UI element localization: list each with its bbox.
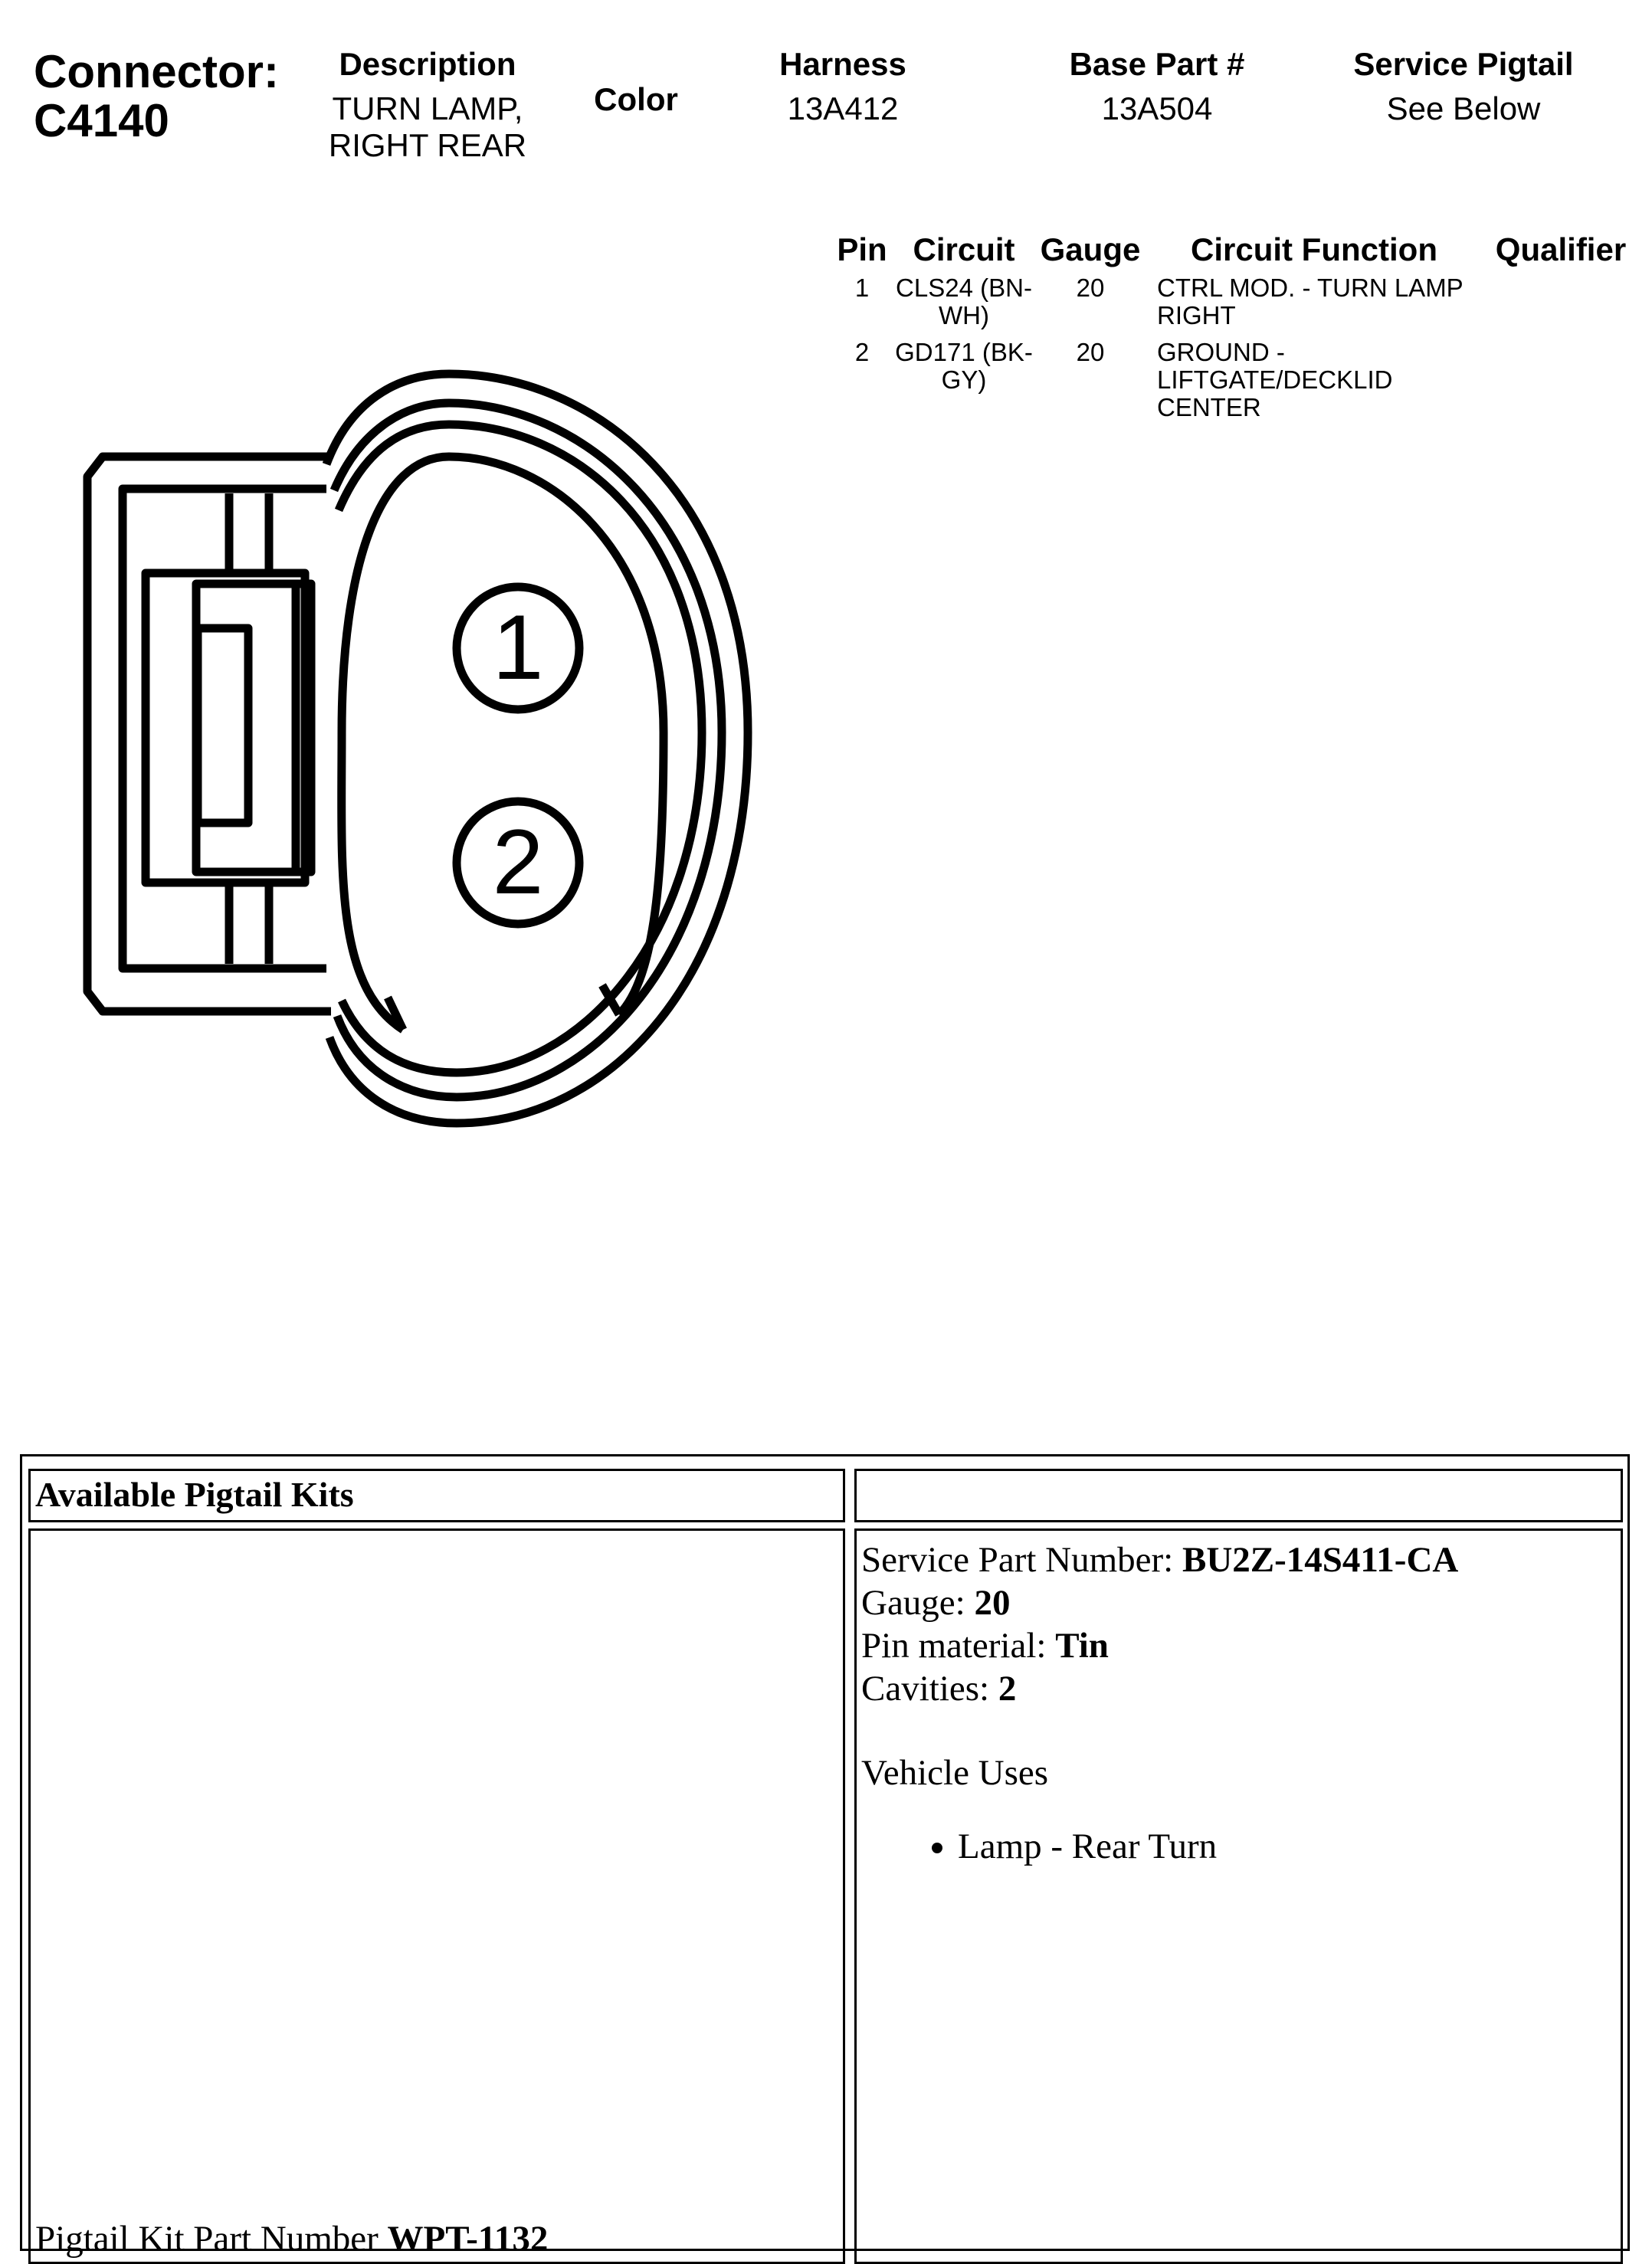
service-pigtail-label: Service Pigtail bbox=[1353, 46, 1574, 82]
vehicle-uses-list bbox=[861, 1825, 1621, 1868]
description-line1: TURN LAMP, bbox=[332, 90, 523, 126]
circuit-line: WH) bbox=[939, 301, 989, 329]
gauge-line bbox=[861, 1581, 1621, 1624]
gauge-cell: 20 bbox=[1076, 338, 1105, 366]
service-part-value: BU2Z-14S411-CA bbox=[1182, 1540, 1459, 1580]
kit-info bbox=[857, 1531, 1621, 1868]
service-pigtail-column bbox=[1333, 46, 1594, 127]
pin-header: Pin bbox=[837, 231, 887, 267]
vehicle-uses-label: Vehicle Uses bbox=[861, 1753, 1049, 1793]
connector-label: Connector: bbox=[34, 46, 279, 97]
circuit-line: GY) bbox=[941, 365, 987, 394]
pin-2-label: 2 bbox=[492, 811, 544, 913]
cavities-label: Cavities: bbox=[861, 1669, 998, 1709]
list-item: • Lamp - Rear Turn bbox=[958, 1825, 1621, 1868]
pin-material-line bbox=[861, 1624, 1621, 1667]
pigtail-kit-right-cell bbox=[854, 1528, 1623, 2264]
circuit-line: GD171 (BK- bbox=[895, 338, 1033, 366]
function-line: LIFTGATE/DECKLID bbox=[1157, 365, 1393, 394]
pin-material-value: Tin bbox=[1055, 1626, 1109, 1666]
connector-diagram bbox=[74, 334, 778, 1181]
gauge-cell: 20 bbox=[1076, 274, 1105, 302]
service-part-line bbox=[861, 1538, 1621, 1581]
connector-face-drawing bbox=[74, 334, 778, 1177]
function-line: GROUND - bbox=[1157, 338, 1285, 366]
cavity-face bbox=[342, 457, 664, 1030]
base-part-column bbox=[1050, 46, 1264, 127]
connector-title bbox=[34, 48, 279, 146]
cavities-line bbox=[861, 1667, 1621, 1710]
pigtail-kits-title: Available Pigtail Kits bbox=[28, 1469, 845, 1522]
pin-table-header bbox=[829, 236, 1641, 274]
pigtail-kits-header-empty bbox=[854, 1469, 1623, 1522]
description-column bbox=[306, 46, 549, 164]
circuit-cell bbox=[895, 274, 1033, 339]
pin-material-label: Pin material: bbox=[861, 1626, 1056, 1666]
gauge-label: Gauge: bbox=[861, 1583, 975, 1623]
latch-slot bbox=[198, 628, 248, 823]
circuit-cell bbox=[895, 339, 1033, 431]
pigtail-kit-left-cell bbox=[28, 1528, 845, 2264]
function-cell bbox=[1148, 339, 1480, 431]
function-cell bbox=[1148, 274, 1480, 339]
circuit-header: Circuit bbox=[913, 231, 1015, 267]
cavities-value: 2 bbox=[998, 1669, 1017, 1709]
service-part-label: Service Part Number: bbox=[861, 1540, 1182, 1580]
connector-id: C4140 bbox=[34, 95, 169, 146]
description-line2: RIGHT REAR bbox=[328, 127, 527, 163]
latch-tab bbox=[146, 573, 305, 883]
harness-label: Harness bbox=[779, 46, 906, 82]
pin-number: 2 bbox=[854, 338, 870, 366]
qualifier-cell bbox=[1480, 339, 1641, 431]
connector-body-inner bbox=[339, 424, 702, 1073]
description-label: Description bbox=[339, 46, 516, 82]
pin-table bbox=[829, 231, 1641, 431]
circuit-line: CLS24 (BN- bbox=[896, 274, 1032, 302]
function-header: Circuit Function bbox=[1191, 231, 1437, 267]
qualifier-cell bbox=[1480, 274, 1641, 339]
harness-column bbox=[751, 46, 935, 127]
kit-part-label: Pigtail Kit Part Number bbox=[35, 2219, 388, 2259]
kit-part-value: WPT-1132 bbox=[387, 2219, 549, 2259]
base-part-label: Base Part # bbox=[1069, 46, 1245, 82]
gauge-value: 20 bbox=[974, 1583, 1011, 1623]
harness-value: 13A412 bbox=[787, 90, 899, 126]
pin-number: 1 bbox=[854, 274, 870, 302]
service-pigtail-value: See Below bbox=[1386, 90, 1541, 126]
pigtail-kits-table bbox=[20, 1454, 1630, 2259]
base-part-value: 13A504 bbox=[1101, 90, 1213, 126]
color-label: Color bbox=[594, 81, 678, 117]
kit-part-number bbox=[35, 2216, 548, 2262]
function-line: CTRL MOD. - TURN LAMP bbox=[1157, 274, 1464, 302]
pin-1-label: 1 bbox=[492, 596, 544, 699]
gauge-header: Gauge bbox=[1040, 231, 1141, 267]
table-row bbox=[829, 339, 1641, 431]
function-line: RIGHT bbox=[1157, 301, 1236, 329]
table-row bbox=[829, 274, 1641, 339]
qualifier-header: Qualifier bbox=[1495, 231, 1627, 267]
function-line: CENTER bbox=[1157, 393, 1261, 421]
color-column bbox=[569, 81, 703, 118]
description-value bbox=[306, 90, 549, 164]
